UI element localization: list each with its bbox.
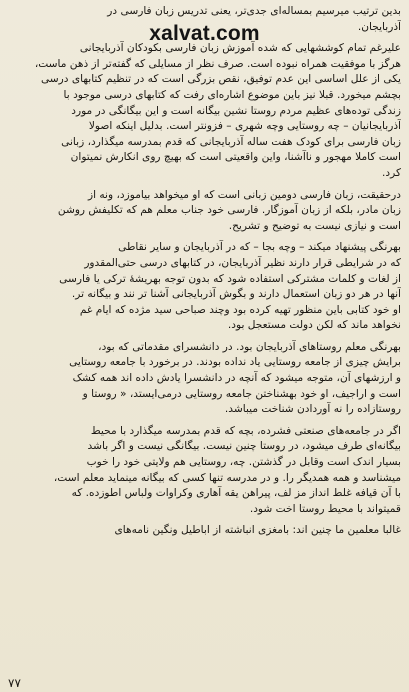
text-line: است کاملا مهجور و ناآشنا، واین واقعیتی است که بهیچ روی انکارش نمیتوان (70, 151, 401, 164)
text-line: علیرغم تمام کوششهایی که شده آموزش زبان فارسی بکودکان آذربایجانی (79, 42, 401, 55)
text-line: آنها در هر دو زبان استعمال دارند و بگوش آذربایجانی آشنا تر نند و بیگانه تر. (71, 288, 401, 301)
text-line: برایش چیزی از جامعه روستایی یاد نداده بودند. در برخورد با جامعه روستایی (69, 356, 401, 369)
text-line: با آن قیافه غلط انداز مز لف، پیراهن یقه آهاری وکراوات ولباس اطوزده. که (71, 487, 401, 500)
site-watermark: xalvat.com (149, 22, 260, 45)
text-line: غالبا معلمین ما چنین اند: بامغزی انباشته از اباطیل ونگین نامه‌های (114, 524, 401, 537)
paragraph (10, 4, 401, 35)
text-line: زبان فارسی برای کودک هفت ساله آذربایجانی که قدم بمدرسه میگذارد، زبانی (61, 135, 401, 148)
text-line: هرگز با موفقیت همراه نبوده است. صرف نظر از مسایلی که گفته‌تر از ذهن ماست، (34, 57, 401, 70)
text-line: از لغات و کلمات مشترکی استفاده شود که بدون توجه بهریشهٔ ترکی یا فارسی (59, 272, 401, 285)
paragraph (10, 188, 401, 235)
body-text (10, 4, 401, 539)
text-line: نخواهد ماند که لکن دولت مستعجل بود. (227, 319, 401, 332)
text-line: بسیار اندک است وقابل در گذشتن. چه، روستایی هم ولایتی خود را خوب (86, 456, 401, 469)
text-line: است و نیازی نیست به توضیح و تشریح. (228, 219, 401, 232)
text-line: یکی از علل اساسی این عدم توفیق، نقص بزرگی است که در تنظیم کتابهای درسی (40, 73, 401, 86)
paragraph (10, 523, 401, 539)
text-line: آذربایجانیان – چه روستایی وچه شهری – فزونتر است. بدلیل اینکه اصولا (88, 120, 401, 133)
text-line: بهرنگی معلم روستاهای آذربایجان بود. در دانشسرای مقدماتی که بود، (98, 340, 401, 353)
text-line: میشناسد و همه همدیگر را. و در مدرسه تنها کسی که بیگانه مینماید معلم است، (53, 471, 401, 484)
text-line: بدین ترتیب میرسیم بمساله‌ای جدی‌تر، یعنی تدریس زبان فارسی در (107, 5, 401, 17)
paragraph (10, 340, 401, 418)
text-line: زبان مادر، بلکه از زبان آموزگار. فارسی خود جناب معلم هم که تکلیفش روشن (57, 204, 401, 217)
text-line: روستازاده را نه آوردادن شناخت میباشد. (224, 403, 401, 416)
text-line: که در شرایطی قرار دارند نظیر آذربایجان، در کتابهای درسی حتی‌المقدور (84, 256, 401, 269)
text-line: درحقیقت، زبان فارسی دومین زبانی است که او میخواهد بیاموزد، ونه از (87, 188, 401, 201)
text-line: بیگانه‌ای طرف میشود، در روستا چنین نیست. بیگانگی نیست و اگر باشد (87, 440, 401, 453)
text-line: بهرنگی پیشنهاد میکند – وچه بجا – که در آذربایجان و سایر نقاطی (118, 241, 401, 254)
paragraph (10, 424, 401, 518)
text-line: بچشم میخورد. قبلا نیز باین موضوع اشاره‌ای رفت که کتابهای درسی موجود با (63, 88, 401, 101)
page-number: ۷۷ (8, 676, 21, 690)
text-line: است و اراجیف، او خود بهشناختن جامعه روستایی درمی‌ایستد، « روستا و (82, 387, 401, 400)
text-line: و ارزشهای آن، متوجه میشود که آنچه در دانشسرا یادش داده اند همه کشک (72, 372, 401, 385)
text-line: او خود کتابی باین منظور تهیه کرده بود وچند صباحی سید مژده که ایام غم (79, 303, 401, 316)
paragraph (10, 240, 401, 334)
text-line: اگر در جامعه‌های صنعتی فشرده، بچه که قدم بمدرسه میگذارد با محیط (90, 424, 401, 437)
text-line: زندگی توده‌های عظیم مردم روستا نشین بیگانه است و این بیگانگی در مورد (71, 104, 401, 117)
paragraph (10, 41, 401, 181)
text-line: آذربایجان. (357, 20, 401, 33)
text-line: کرد. (382, 166, 401, 179)
text-line: قمیتواند با محیط روستا اخت شود. (249, 502, 401, 515)
